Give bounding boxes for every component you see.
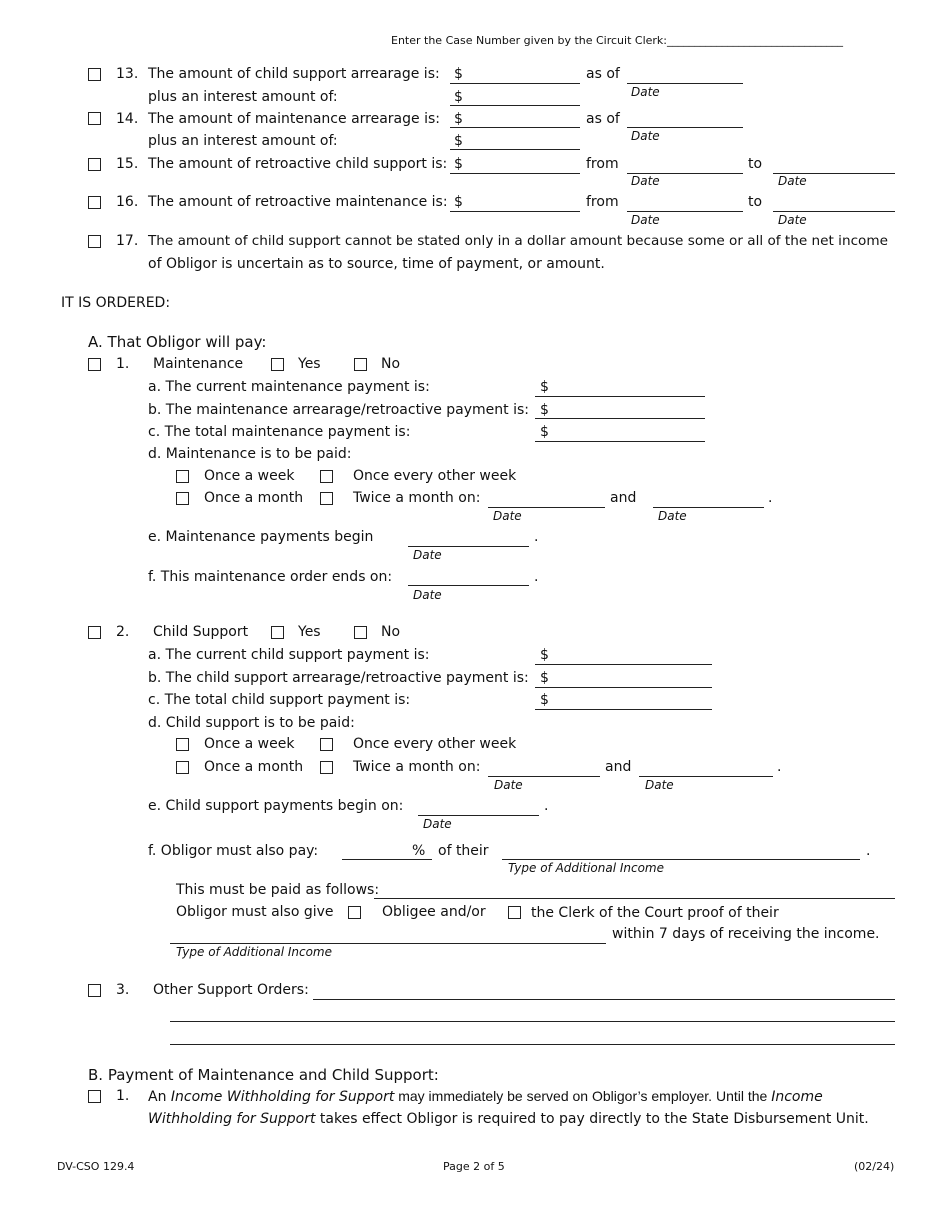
yes-label: Yes — [298, 356, 321, 372]
child-support-number: 2. — [116, 624, 130, 640]
percent-sign: % — [412, 843, 426, 859]
item-14-number: 14. — [116, 111, 139, 127]
and-label: and — [605, 759, 632, 775]
other-orders-number: 3. — [116, 982, 130, 998]
child-e-text: e. Child support payments begin on: — [148, 798, 404, 814]
b1-text-line2: Withholding for Support takes effect Obligor is required to pay directly to the State Disbursement Unit. — [148, 1111, 869, 1127]
item-13-interest-field[interactable] — [450, 90, 580, 106]
period: . — [768, 490, 773, 506]
maintenance-checkbox[interactable] — [88, 358, 101, 371]
maintenance-once-month-checkbox[interactable] — [176, 492, 189, 505]
date-caption: Date — [494, 778, 523, 792]
as-of-label: as of — [586, 111, 620, 127]
maintenance-once-week-checkbox[interactable] — [176, 470, 189, 483]
child-begin-date-field[interactable] — [418, 800, 539, 816]
other-orders-line-1[interactable] — [313, 984, 895, 1000]
maintenance-begin-date-field[interactable] — [408, 531, 529, 547]
of-their-label: of their — [438, 843, 489, 859]
child-once-month-checkbox[interactable] — [176, 761, 189, 774]
b1-number: 1. — [116, 1088, 130, 1104]
b1-text: An Income Withholding for Support may immediately be served on Obligor’s employer. Until the Income — [148, 1088, 823, 1105]
period: . — [544, 798, 549, 814]
item-14-text: The amount of maintenance arrearage is: — [148, 111, 440, 127]
maintenance-twice-date2-field[interactable] — [653, 492, 764, 508]
b1-checkbox[interactable] — [88, 1090, 101, 1103]
form-id: DV-CSO 129.4 — [57, 1160, 135, 1173]
period: . — [777, 759, 782, 775]
no-label: No — [381, 356, 401, 372]
other-orders-line-3[interactable] — [170, 1029, 895, 1045]
maintenance-yes-checkbox[interactable] — [271, 358, 284, 371]
obligee-checkbox[interactable] — [348, 906, 361, 919]
maintenance-other-week-checkbox[interactable] — [320, 470, 333, 483]
within-7-days-text: within 7 days of receiving the income. — [612, 926, 880, 942]
item-14-amount-field[interactable] — [450, 112, 580, 128]
from-label: from — [586, 194, 619, 210]
date-caption: Date — [631, 213, 660, 227]
maintenance-number: 1. — [116, 356, 130, 372]
other-orders-title: Other Support Orders: — [153, 982, 309, 998]
child-c-text: c. The total child support payment is: — [148, 692, 411, 708]
date-caption: Date — [778, 174, 807, 188]
child-a-text: a. The current child support payment is: — [148, 647, 430, 663]
date-caption: Date — [645, 778, 674, 792]
once-week-label: Once a week — [204, 468, 295, 484]
child-support-checkbox[interactable] — [88, 626, 101, 639]
item-13-number: 13. — [116, 66, 139, 82]
date-caption: Date — [631, 85, 660, 99]
and-label: and — [610, 490, 637, 506]
dollar-sign: $ — [454, 156, 463, 172]
proof-income-type-field[interactable] — [170, 928, 606, 944]
item-13-interest-text: plus an interest amount of: — [148, 89, 338, 105]
item-15-from-date-field[interactable] — [627, 158, 743, 174]
maintenance-end-date-field[interactable] — [408, 570, 529, 586]
no-label: No — [381, 624, 401, 640]
period: . — [866, 843, 871, 859]
maintenance-f-text: f. This maintenance order ends on: — [148, 569, 393, 585]
paid-as-follows-text: This must be paid as follows: — [176, 882, 380, 898]
item-16-amount-field[interactable] — [450, 196, 580, 212]
section-a-heading: A. That Obligor will pay: — [88, 333, 267, 351]
child-support-no-checkbox[interactable] — [354, 626, 367, 639]
period: . — [534, 569, 539, 585]
child-total-field[interactable] — [535, 694, 712, 710]
ordered-heading: IT IS ORDERED: — [61, 295, 171, 311]
item-15-to-date-field[interactable] — [773, 158, 895, 174]
dollar-sign: $ — [454, 111, 463, 127]
dollar-sign: $ — [540, 647, 549, 663]
item-15-number: 15. — [116, 156, 139, 172]
page-number: Page 2 of 5 — [443, 1160, 505, 1173]
must-give-text: Obligor must also give — [176, 904, 334, 920]
child-twice-date2-field[interactable] — [639, 761, 773, 777]
item-14-checkbox[interactable] — [88, 112, 101, 125]
maintenance-twice-date1-field[interactable] — [488, 492, 605, 508]
date-caption: Date — [413, 588, 442, 602]
child-twice-date1-field[interactable] — [488, 761, 600, 777]
dollar-sign: $ — [540, 670, 549, 686]
child-d-text: d. Child support is to be paid: — [148, 715, 355, 731]
item-17-text: The amount of child support cannot be stated only in a dollar amount because some or all of the net income — [148, 233, 888, 249]
item-17-number: 17. — [116, 233, 139, 249]
item-16-from-date-field[interactable] — [627, 196, 743, 212]
once-month-label: Once a month — [204, 490, 304, 506]
from-label: from — [586, 156, 619, 172]
once-other-week-label: Once every other week — [353, 736, 517, 752]
twice-month-label: Twice a month on: — [353, 759, 481, 775]
date-caption: Date — [423, 817, 452, 831]
child-twice-month-checkbox[interactable] — [320, 761, 333, 774]
maintenance-d-text: d. Maintenance is to be paid: — [148, 446, 352, 462]
item-14-date-field[interactable] — [627, 112, 743, 128]
child-support-yes-checkbox[interactable] — [271, 626, 284, 639]
yes-label: Yes — [298, 624, 321, 640]
to-label: to — [748, 194, 763, 210]
item-13-checkbox[interactable] — [88, 68, 101, 81]
date-caption: Date — [413, 548, 442, 562]
maintenance-a-text: a. The current maintenance payment is: — [148, 379, 430, 395]
maintenance-current-field[interactable] — [535, 381, 705, 397]
dollar-sign: $ — [454, 133, 463, 149]
item-16-text: The amount of retroactive maintenance is: — [148, 194, 448, 210]
case-number-label: Enter the Case Number given by the Circuit Clerk:________________________________ — [391, 34, 843, 47]
dollar-sign: $ — [540, 402, 549, 418]
maintenance-twice-month-checkbox[interactable] — [320, 492, 333, 505]
dollar-sign: $ — [454, 194, 463, 210]
once-other-week-label: Once every other week — [353, 468, 517, 484]
maintenance-total-field[interactable] — [535, 426, 705, 442]
child-support-title: Child Support — [153, 624, 249, 640]
child-income-type-field[interactable] — [502, 844, 860, 860]
form-version: (02/24) — [854, 1160, 895, 1173]
child-once-week-checkbox[interactable] — [176, 738, 189, 751]
dollar-sign: $ — [540, 692, 549, 708]
item-16-to-date-field[interactable] — [773, 196, 895, 212]
item-13-date-field[interactable] — [627, 68, 743, 84]
item-17-text-line2: of Obligor is uncertain as to source, time of payment, or amount. — [148, 256, 605, 272]
paid-as-follows-field[interactable] — [374, 883, 895, 899]
as-of-label: as of — [586, 66, 620, 82]
child-current-field[interactable] — [535, 649, 712, 665]
item-13-amount-field[interactable] — [450, 68, 580, 84]
twice-month-label: Twice a month on: — [353, 490, 481, 506]
maintenance-no-checkbox[interactable] — [354, 358, 367, 371]
section-b-heading: B. Payment of Maintenance and Child Support: — [88, 1066, 439, 1084]
item-16-number: 16. — [116, 194, 139, 210]
once-week-label: Once a week — [204, 736, 295, 752]
maintenance-title: Maintenance — [153, 356, 244, 372]
child-f-text: f. Obligor must also pay: — [148, 843, 319, 859]
maintenance-c-text: c. The total maintenance payment is: — [148, 424, 411, 440]
type-income-caption: Type of Additional Income — [508, 861, 665, 875]
child-b-text: b. The child support arrearage/retroactive payment is: — [148, 670, 529, 686]
maintenance-b-text: b. The maintenance arrearage/retroactive payment is: — [148, 402, 530, 418]
clerk-checkbox[interactable] — [508, 906, 521, 919]
item-15-checkbox[interactable] — [88, 158, 101, 171]
item-15-amount-field[interactable] — [450, 158, 580, 174]
child-arrearage-field[interactable] — [535, 672, 712, 688]
child-other-week-checkbox[interactable] — [320, 738, 333, 751]
date-caption: Date — [631, 129, 660, 143]
item-13-text: The amount of child support arrearage is: — [148, 66, 440, 82]
case-number-field[interactable]: ________________________________ — [667, 34, 843, 47]
date-caption: Date — [658, 509, 687, 523]
to-label: to — [748, 156, 763, 172]
item-14-interest-field[interactable] — [450, 134, 580, 150]
date-caption: Date — [778, 213, 807, 227]
period: . — [534, 529, 539, 545]
date-caption: Date — [493, 509, 522, 523]
dollar-sign: $ — [454, 89, 463, 105]
maintenance-e-text: e. Maintenance payments begin — [148, 529, 374, 545]
item-15-text: The amount of retroactive child support is: — [148, 156, 448, 172]
obligee-label: Obligee and/or — [382, 904, 486, 920]
dollar-sign: $ — [540, 379, 549, 395]
dollar-sign: $ — [540, 424, 549, 440]
date-caption: Date — [631, 174, 660, 188]
item-16-checkbox[interactable] — [88, 196, 101, 209]
type-income-caption: Type of Additional Income — [176, 945, 333, 959]
item-17-checkbox[interactable] — [88, 235, 101, 248]
item-14-interest-text: plus an interest amount of: — [148, 133, 338, 149]
clerk-label: the Clerk of the Court proof of their — [531, 905, 779, 921]
other-orders-line-2[interactable] — [170, 1006, 895, 1022]
once-month-label: Once a month — [204, 759, 304, 775]
maintenance-arrearage-field[interactable] — [535, 403, 705, 419]
other-orders-checkbox[interactable] — [88, 984, 101, 997]
dollar-sign: $ — [454, 66, 463, 82]
